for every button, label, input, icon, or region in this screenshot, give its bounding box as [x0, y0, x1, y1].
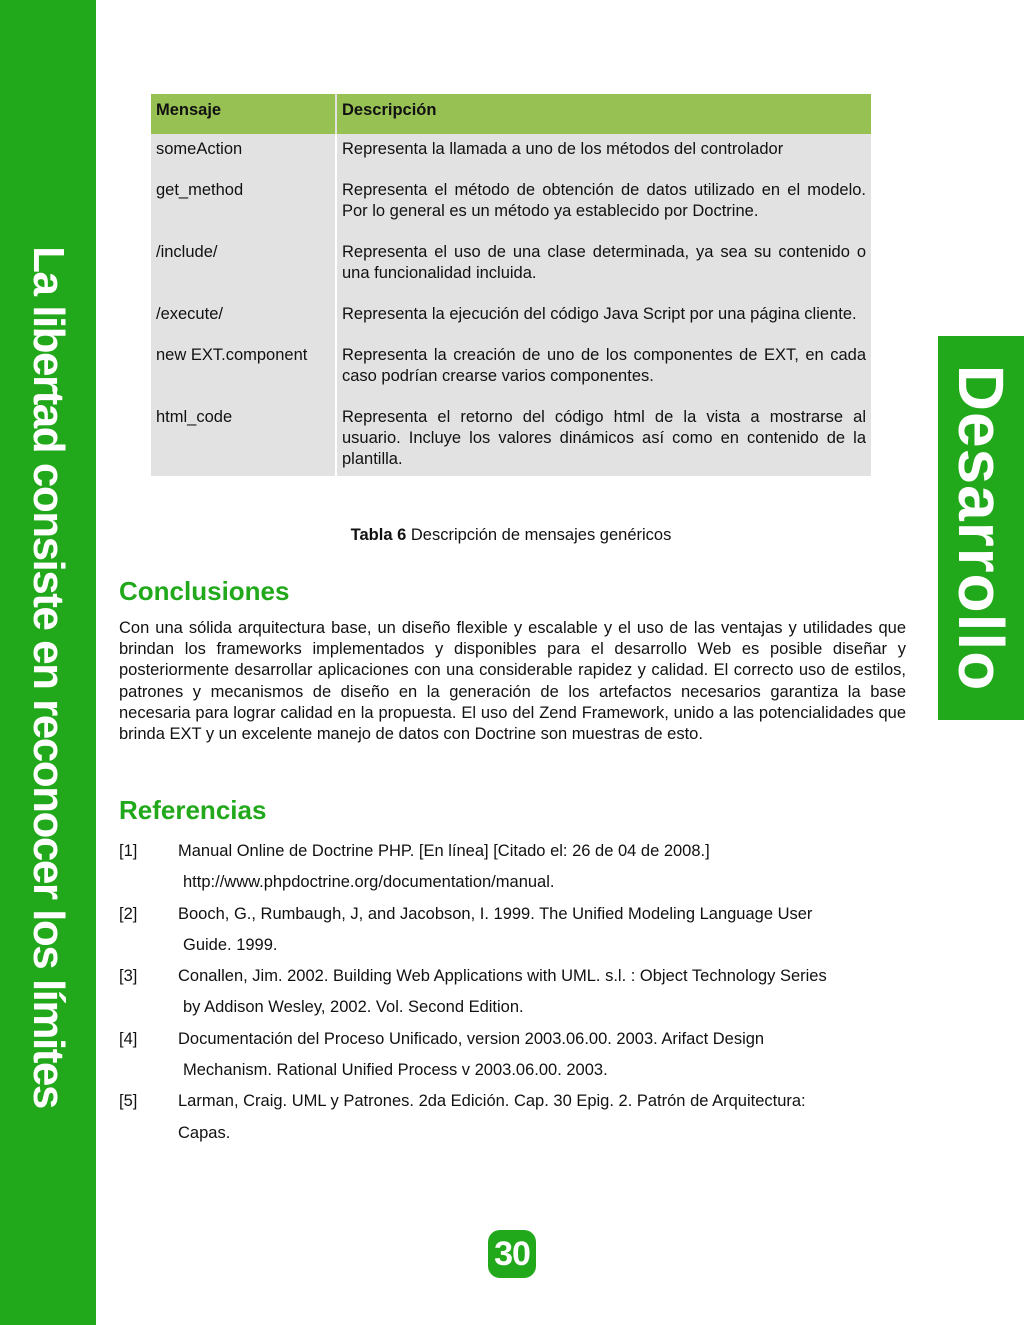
table-row	[151, 340, 871, 402]
reference-line: Larman, Craig. UML y Patrones. 2da Edición. Cap. 30 Epig. 2. Patrón de Arquitectura:	[178, 1092, 806, 1111]
cell-descripcion: Representa el método de obtención de datos utilizado en el modelo. Por lo general es un método ya establecido por Doctrine.	[336, 175, 871, 237]
caption-label: Tabla 6	[350, 526, 407, 544]
referencias-heading: Referencias	[119, 795, 267, 825]
cell-descripcion: Representa el uso de una clase determinada, ya sea su contenido o una funcionalidad incluida.	[336, 237, 871, 299]
cell-mensaje: new EXT.component	[151, 340, 336, 402]
reference-line: Conallen, Jim. 2002. Building Web Applications with UML. s.l. : Object Technology Series	[178, 967, 827, 986]
reference-number: [4]	[119, 1029, 138, 1048]
table-caption	[151, 526, 871, 545]
reference-line-continued: Mechanism. Rational Unified Process v 2003.06.00. 2003.	[183, 1061, 608, 1080]
reference-number: [1]	[119, 842, 138, 860]
left-green-band	[0, 0, 96, 1325]
reference-number: [2]	[119, 904, 138, 923]
reference-item	[119, 1024, 909, 1087]
section-tab-label: Desarrollo	[945, 364, 1017, 692]
reference-line-continued: Capas.	[178, 1123, 231, 1142]
table-row	[151, 134, 871, 175]
cell-mensaje: get_method	[151, 175, 336, 237]
page-number-badge: 30	[488, 1230, 536, 1278]
conclusiones-paragraph: Con una sólida arquitectura base, un diseño flexible y escalable y el uso de las ventajas y utilidades que brindan los frameworks implementados y disponibles para el desarrollo Web es posible diseñar y posteriormente desarrollar aplicaciones con una considerable rapidez y calidad. El correcto uso de estilos, patrones y mecanismos de diseño en la generación de los artefactos necesarios garantiza la base necesaria para lograr calidad en la propuesta. El uso del Zend Framework, unido a las potencialidades que brinda EXT y un excelente manejo de datos con Doctrine son muestras de esto.	[119, 619, 906, 744]
cell-mensaje: /execute/	[151, 299, 336, 340]
cell-mensaje: /include/	[151, 237, 336, 299]
header-descripcion: Descripción	[336, 94, 871, 134]
cell-descripcion: Representa la llamada a uno de los métodos del controlador	[336, 134, 871, 175]
reference-line: Documentación del Proceso Unificado, version 2003.06.00. 2003. Arifact Design	[178, 1029, 765, 1048]
reference-item	[119, 836, 909, 899]
reference-number: [5]	[119, 1092, 138, 1111]
table-row	[151, 299, 871, 340]
header-mensaje: Mensaje	[151, 94, 336, 134]
table-row	[151, 237, 871, 299]
table-row	[151, 175, 871, 237]
reference-line: Booch, G., Rumbaugh, J, and Jacobson, I. 1999. The Unified Modeling Language User	[178, 904, 813, 923]
conclusiones-heading: Conclusiones	[119, 576, 290, 606]
reference-item	[119, 961, 909, 1024]
cell-mensaje: someAction	[151, 134, 336, 175]
reference-line-continued: http://www.phpdoctrine.org/documentation/manual.	[183, 873, 555, 892]
table-header-row	[151, 94, 871, 134]
references-list	[119, 836, 909, 1149]
cell-descripcion: Representa la ejecución del código Java Script por una página cliente.	[336, 299, 871, 340]
caption-text: Descripción de mensajes genéricos	[406, 526, 672, 544]
reference-line-continued: Guide. 1999.	[183, 935, 278, 954]
table-row	[151, 402, 871, 476]
reference-line: Manual Online de Doctrine PHP. [En línea] [Citado el: 26 de 04 de 2008.]	[178, 842, 710, 860]
cell-descripcion: Representa la creación de uno de los componentes de EXT, en cada caso podrían crearse varios componentes.	[336, 340, 871, 402]
reference-line-continued: by Addison Wesley, 2002. Vol. Second Edition.	[183, 998, 524, 1017]
reference-item	[119, 1086, 909, 1149]
cell-descripcion: Representa el retorno del código html de la vista a mostrarse al usuario. Incluye los valores dinámicos así como en contenido de la plantilla.	[336, 402, 871, 476]
reference-item	[119, 899, 909, 962]
cell-mensaje: html_code	[151, 402, 336, 476]
reference-number: [3]	[119, 967, 138, 986]
section-tab	[938, 336, 1024, 720]
left-band-slogan: La libertad consiste en reconocer los límites	[24, 246, 73, 1108]
messages-table	[151, 94, 871, 476]
